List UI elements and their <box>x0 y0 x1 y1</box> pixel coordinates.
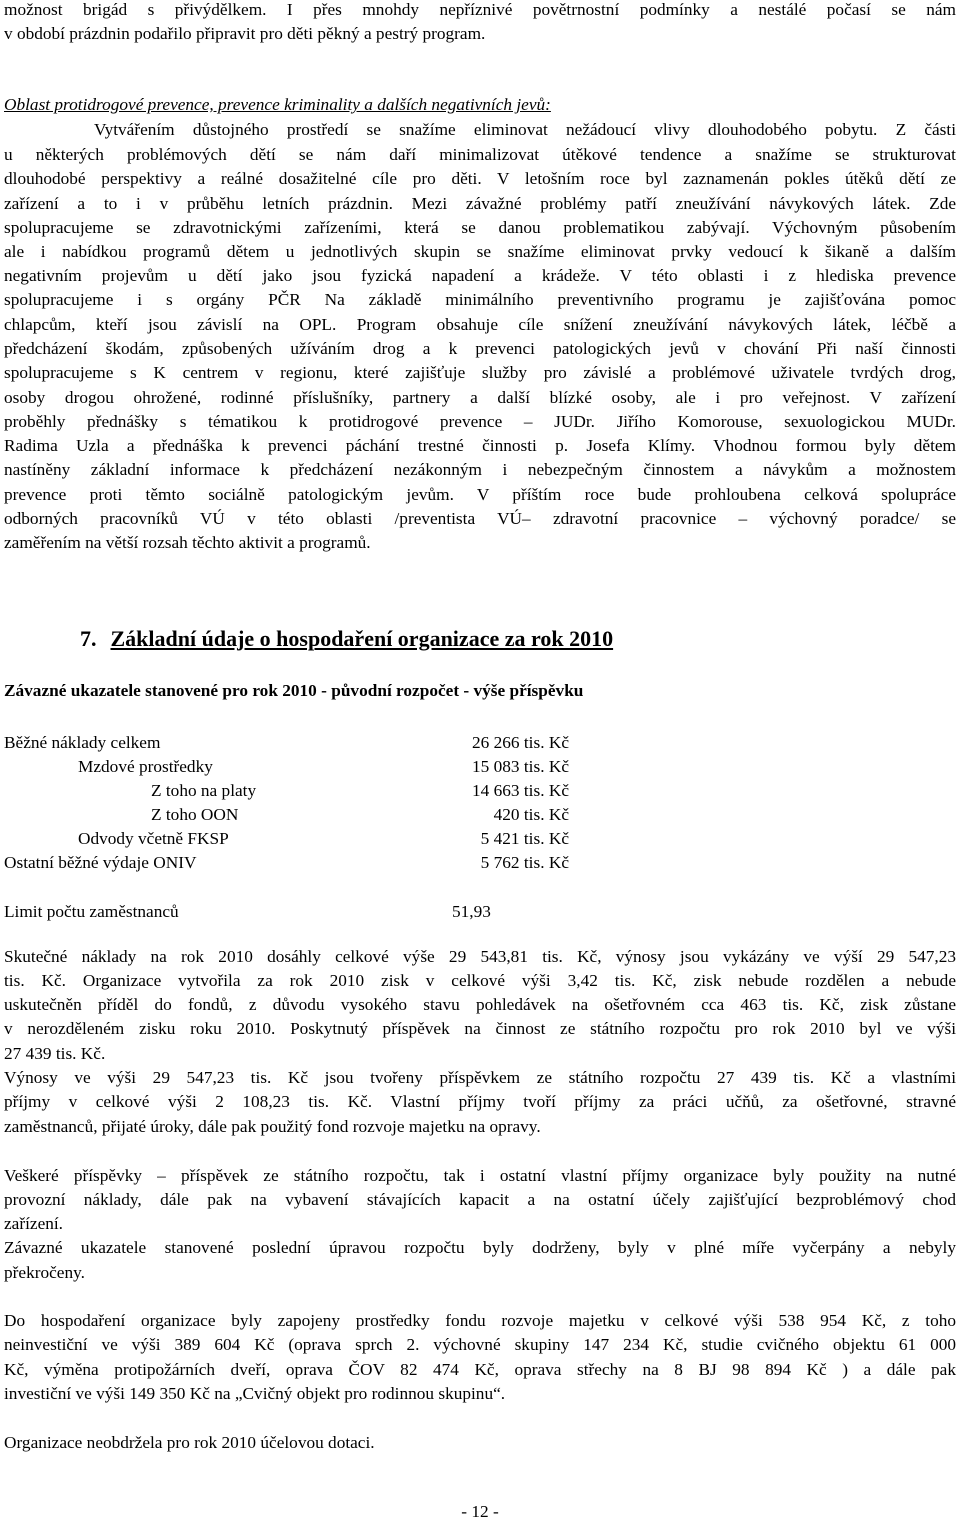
text-line: 27 439 tis. Kč. <box>4 1044 106 1063</box>
text-line: Výnosy ve výši 29 547,23 tis. Kč jsou tvořeny příspěvkem ze státního rozpočtu 27 439 tis. Kč a vlastními <box>4 1068 956 1087</box>
budget-label: Mzdové prostředky <box>78 757 213 776</box>
text-line: zaměřením na větší rozsah těchto aktivit a programů. <box>4 533 371 552</box>
text-line: prevence proti těmto sociálně patologickým jevům. V příštím roce bude prohloubena celková spolupráce <box>4 485 956 504</box>
page-number: - 12 - <box>461 1502 499 1521</box>
budget-label: Z toho na platy <box>151 781 257 800</box>
staff-limit-label: Limit počtu zaměstnanců <box>4 902 179 921</box>
subheading: Závazné ukazatele stanovené pro rok 2010 - původní rozpočet - výše příspěvku <box>4 681 584 700</box>
text-line: Veškeré příspěvky – příspěvek ze státního rozpočtu, tak i ostatní vlastní příjmy organizace byly použity na nutné <box>4 1166 956 1185</box>
section-heading <box>80 626 613 652</box>
text-line: ale i nabídkou programů dětem u jednotlivých skupin se snažíme eliminovat prvky vedoucí k šikaně a dalším <box>4 242 956 261</box>
text-line: Radima Uzla a přednáška k prevenci páchání trestné činnosti p. Josefa Klímy. Vhodnou formou byly dětem <box>4 436 956 455</box>
text-line: v nerozděleném zisku roku 2010. Poskytnutý příspěvek na činnost ze státního rozpočtu pro rok 2010 byl ve výši <box>4 1019 956 1038</box>
budget-value: 26 266 tis. Kč <box>472 733 569 752</box>
text-line: překročeny. <box>4 1263 85 1282</box>
text-line: možnost brigád s přivýdělkem. I přes mnohdy nepříznivé povětrnostní podmínky a nestálé počasí se nám <box>4 0 956 19</box>
text-line: Skutečné náklady na rok 2010 dosáhly celkové výše 29 543,81 tis. Kč, výnosy jsou vykázány ve výší 29 547,23 <box>4 947 956 966</box>
text-line: chlapcům, kteří jsou závislí na OPL. Program obsahuje cíle snížení zneužívání návykových látek, léčbě a <box>4 315 956 334</box>
text-line: příjmy v celkové výši 2 108,23 tis. Kč. Vlastní příjmy tvoří příjmy za práci učňů, za ošetřovné, stravné <box>4 1092 956 1111</box>
budget-label: Běžné náklady celkem <box>4 733 161 752</box>
section-title: Základní údaje o hospodaření organizace za rok 2010 <box>110 626 614 651</box>
staff-limit-value: 51,93 <box>452 902 491 921</box>
section-subtitle: Oblast protidrogové prevence, prevence kriminality a dalších negativních jevů: <box>4 95 551 114</box>
text-line: investiční ve výši 149 350 Kč na „Cvičný objekt pro rodinnou skupinu“. <box>4 1384 506 1403</box>
budget-value: 14 663 tis. Kč <box>472 781 569 800</box>
budget-value: 15 083 tis. Kč <box>472 757 569 776</box>
text-line: tis. Kč. Organizace vytvořila za rok 2010 zisk v celkové výši 3,42 tis. Kč, zisk nebude rozdělen a nebude <box>4 971 956 990</box>
text-line: dlouhodobé perspektivy a reálné dosažitelné cíle pro děti. V letošním roce byl zaznamenán pokles útěků dětí ze <box>4 169 956 188</box>
text-line: zařízení. <box>4 1214 63 1233</box>
text-line: Organizace neobdržela pro rok 2010 účelovou dotaci. <box>4 1433 375 1452</box>
budget-label: Ostatní běžné výdaje ONIV <box>4 853 197 872</box>
budget-label: Z toho OON <box>151 805 239 824</box>
text-line: negativním projevům u dětí jako jsou fyzická napadení a krádeže. V této oblasti i z hlediska prevence <box>4 266 956 285</box>
budget-value: 420 tis. Kč <box>493 805 569 824</box>
text-line: Závazné ukazatele stanovené poslední úpravou rozpočtu byly dodrženy, byly v plné míře vyčerpány a nebyly <box>4 1238 956 1257</box>
text-line: provozní náklady, dále pak na vybavení stávajících kapacit a na ostatní účely zajišťující bezproblémový chod <box>4 1190 956 1209</box>
text-line: odborných pracovníků VÚ v této oblasti /preventista VÚ– zdravotní pracovnice – výchovný poradce/ se <box>4 509 956 528</box>
budget-value: 5 762 tis. Kč <box>480 853 569 872</box>
text-line: spolupracujeme se zdravotnickými zařízeními, která se danou problematikou zabývají. Výchovným působením <box>4 218 956 237</box>
text-line: v období prázdnin podařilo připravit pro děti pěkný a pestrý program. <box>4 24 486 43</box>
text-line: nastíněny základní informace k předcházení nezákonným i nebezpečným činnostem a návykům a možnostem <box>4 460 956 479</box>
text-line: u některých problémových dětí se nám daří minimalizovat útěkové tendence a snažíme se strukturovat <box>4 145 956 164</box>
text-line: neinvestiční ve výši 389 604 Kč (oprava sprch 2. výchovné skupiny 147 234 Kč, studie cvičného objektu 61 000 <box>4 1335 956 1354</box>
text-line: Kč, výměna protipožárních dveří, oprava ČOV 82 474 Kč, oprava střechy na 8 BJ 98 894 Kč ) a dále pak <box>4 1360 956 1379</box>
budget-value: 5 421 tis. Kč <box>480 829 569 848</box>
text-line: uskutečněn příděl do fondů, z důvodu vysokého stavu pohledávek na ošetřovném cca 463 tis. Kč, zisk zůstane <box>4 995 956 1014</box>
text-line: zaměstnanců, přijaté úroky, dále pak použitý fond rozvoje majetku na opravy. <box>4 1117 541 1136</box>
text-line: osoby drogou ohrožené, rodinné příslušníky, partnery a další blízké osoby, ale i pro veřejnost. V zařízení <box>4 388 956 407</box>
section-number: 7. <box>80 626 97 651</box>
text-line: Do hospodaření organizace byly zapojeny prostředky fondu rozvoje majetku v celkové výši 538 954 Kč, z toho <box>4 1311 956 1330</box>
text-line: předcházení škodám, způsobených užíváním drog a k prevenci patologických jevů v chování Při naší činnosti <box>4 339 956 358</box>
text-line: proběhly přednášky s tématikou k protidrogové prevence – JUDr. Jiřího Komorouse, sexuologickou MUDr. <box>4 412 956 431</box>
text-line: zařízení a to i v průběhu letních prázdnin. Mezi závažné problémy patří zneužívání návykových látek. Zde <box>4 194 956 213</box>
text-line: Vytvářením důstojného prostředí se snažíme eliminovat nežádoucí vlivy dlouhodobého pobytu. Z části <box>94 120 956 139</box>
text-line: spolupracujeme i s orgány PČR Na základě minimálního preventivního programu je zajišťována pomoc <box>4 290 956 309</box>
budget-label: Odvody včetně FKSP <box>78 829 229 848</box>
text-line: spolupracujeme s K centrem v regionu, které zajišťuje služby pro závislé a problémové uživatele tvrdých drog, <box>4 363 956 382</box>
